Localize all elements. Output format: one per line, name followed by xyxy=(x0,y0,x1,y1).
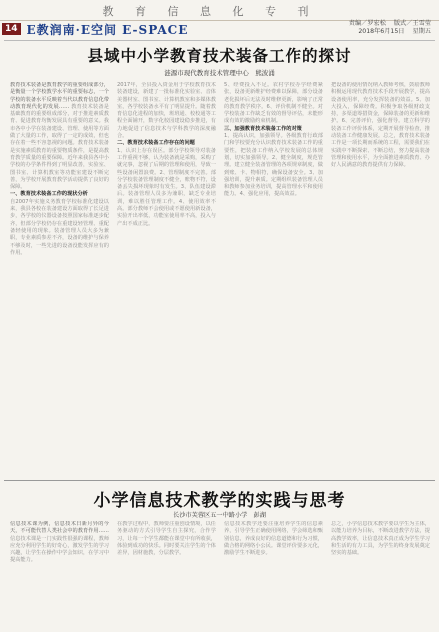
editor-credit: 责编／罗宏松 xyxy=(348,20,386,27)
article-divider xyxy=(4,480,435,481)
article1-column xyxy=(10,82,109,474)
article1-filler-text: 5、经费投入不足。农村学校办学经费紧张，设备更新维护经费难以保障，部分设备老化损坏后无法及时维修更新，影响了正常的教育教学秩序。6、评价机制不健全。对学校装备工作缺乏有效的督导评估，未能形成有效的激励约束机制。 xyxy=(224,82,323,125)
article1-subhead: 二、教育技术装备工作存在的问题 xyxy=(117,140,195,147)
section-name: E教润南·E空间 E-SPACE xyxy=(26,22,189,37)
article2-filler-text: 信息技术教学还要注重培养学生的信息素养，引导学生正确使用网络，学会筛选和甄别信息，养成良好的信息道德和行为习惯，做合格的网络小公民。课堂评价要多元化，激励学生不断进步。 xyxy=(224,521,323,557)
editorial-meta xyxy=(343,20,431,36)
article1-column xyxy=(331,82,430,474)
designer-credit: 版式／王雪莹 xyxy=(393,20,431,27)
article1-paragraph: 教育技术装备是教育教学的重要组成部分，是衡量一个学校教学水平的重要标志，一个学校的装备水平反映着当代以教育信息化带动教育现代化的发展…… xyxy=(10,82,109,110)
masthead-title: 教 育 信 息 化 专 刊 xyxy=(102,5,318,18)
article2-body xyxy=(10,521,430,627)
issue-date: 2018年6月15日 xyxy=(358,28,405,35)
article2-column xyxy=(331,521,430,627)
article2-filler-text: 在教学过程中，教师要注重创设情境，以任务驱动的方式引导学生自主探究，合作学习，让每一个学生都能在课堂中有所收获，体验到成功的快乐。同时要关注学生的个体差异，因材施教，分层教学。 xyxy=(117,521,216,557)
article1-filler-text: 自2007年实施义务教育学校标准化建设以来，我县各校在装备建设方面取得了长足进步，各学校的仪器设备按照国家标准逐步配齐，但部分学校仍存在重建设轻管理、重配备轻使用的现象。装备管理人员大多为兼职，专业素质参差不齐，设备的维护与保养不够及时，一些先进的设备没能发挥应有的作用。 xyxy=(10,198,109,256)
article1-subhead: 三、加强教育技术装备工作的对策 xyxy=(224,125,302,132)
article2-title: 小学信息技术教学的实践与思考 xyxy=(93,491,346,511)
article1-body xyxy=(10,82,430,474)
article2-byline: 长沙市芙蓉区五一中路小学 彭湖 xyxy=(173,512,266,519)
article1-column xyxy=(117,82,216,474)
article1-filler-text: 2017年，全县投入资金用于学校教育技术装备建设，新建了一批标准化实验室、音体美器材室、图书室、计算机教室和多媒体教室，各学校装备水平有了明显提升。随着教育信息化进程的加快，班班通、校校通等工程全面铺开，数字化校园建设稳步推进，有力地促进了信息技术与学科教学的深度融合。 xyxy=(117,82,216,140)
article2-column xyxy=(10,521,109,627)
masthead-top xyxy=(0,0,439,21)
article2-paragraph: 信息技术课为例，信息技术日新月异的今天，不可能代替人类社会中的教育作用…… xyxy=(10,521,109,535)
article1-subhead: 一、教育技术装备工作的现状分析 xyxy=(10,191,88,198)
article2-column xyxy=(224,521,323,627)
article2-filler-text: 总之，小学信息技术教学要以学生为主体，以能力培养为目标，不断改进教学方法，提高教学效率，让信息技术真正成为学生学习和生活的有力工具，为学生的终身发展奠定坚实的基础。 xyxy=(331,521,430,557)
issue-weekday: 星期五 xyxy=(412,28,431,35)
article1-filler-text: 1、提高认识，加强领导。各级教育行政部门和学校要充分认识教育技术装备工作的重要性，把装备工作纳入学校发展的总体规划，切实加强领导。2、健全制度，规范管理。建立健全装备管理的各项规章制度，做到账、卡、物相符，确保设备安全。3、加强培训，提升素质。定期组织装备管理人员和教师参加业务培训，提高管理水平和使用能力。4、强化应用，提高效益。 xyxy=(224,133,323,198)
masthead-rule xyxy=(4,40,435,41)
article2-column xyxy=(117,521,216,627)
article1-filler-text: 1、认识上存在误区。部分学校领导对装备工作重视不够，认为装备就是采购，采购了就完事，忽视了后期的管理和使用，导致一些设备闲置浪费。2、管理制度不完善。部分学校装备管理制度不健全，账物不符，设备丢失损坏现象时有发生。3、队伍建设滞后。装备管理人员多为兼职，缺乏专业培训，难以胜任管理工作。4、使用效率不高。部分教师不会使用或不愿使用新设备，实验开出率低，功能室使用率不高，投入与产出不成正比。 xyxy=(117,147,216,227)
article1-filler-text: 把设备的使用情况纳入教师考核，鼓励教师积极运用现代教育技术手段开展教学，提高设备使用率，充分发挥装备的效益。5、加大投入，保障经费。积极争取各级财政支持，多渠道筹措资金，保障装备的更新和维护。6、完善评价，强化督导。建立科学的装备工作评价体系，定期开展督导检查，推动装备工作健康发展。总之，教育技术装备工作是一项长期而系统的工程，需要我们在实践中不断探索、不断总结，努力提高装备管理和使用水平，为全面推进素质教育、办好人民满意的教育提供有力保障。 xyxy=(331,82,430,169)
page-number: 14 xyxy=(2,23,21,35)
article1-byline: 涟源市现代教育技术管理中心 熊波涌 xyxy=(164,69,275,77)
article1-filler-text: 教育技术装备是基础教育的重要组成部分，对于推进素质教育、促进教育均衡发展具有重要的意义。我市各中小学在装备建设、管理、使用等方面做了大量的工作，取得了一定的成效，但也存在着一些不容忽视的问题。教育技术装备是实施素质教育的重要物质条件，是提高教育教学质量的重要保障。近年来我县各中小学校的办学条件得到了明显改善，实验室、图书室、计算机教室等功能室建设不断完善，为学校开展教育教学活动提供了良好的保障。 xyxy=(10,103,109,191)
article2-filler-text: 信息技术课是一门实践性很强的课程，教师应充分利用学生的好奇心，激发学生的学习兴趣，让学生在操作中学会知识，在学习中提高能力。 xyxy=(10,535,109,564)
article1-column xyxy=(224,82,323,474)
article1-title: 县域中小学教育技术装备工作的探讨 xyxy=(87,46,352,65)
